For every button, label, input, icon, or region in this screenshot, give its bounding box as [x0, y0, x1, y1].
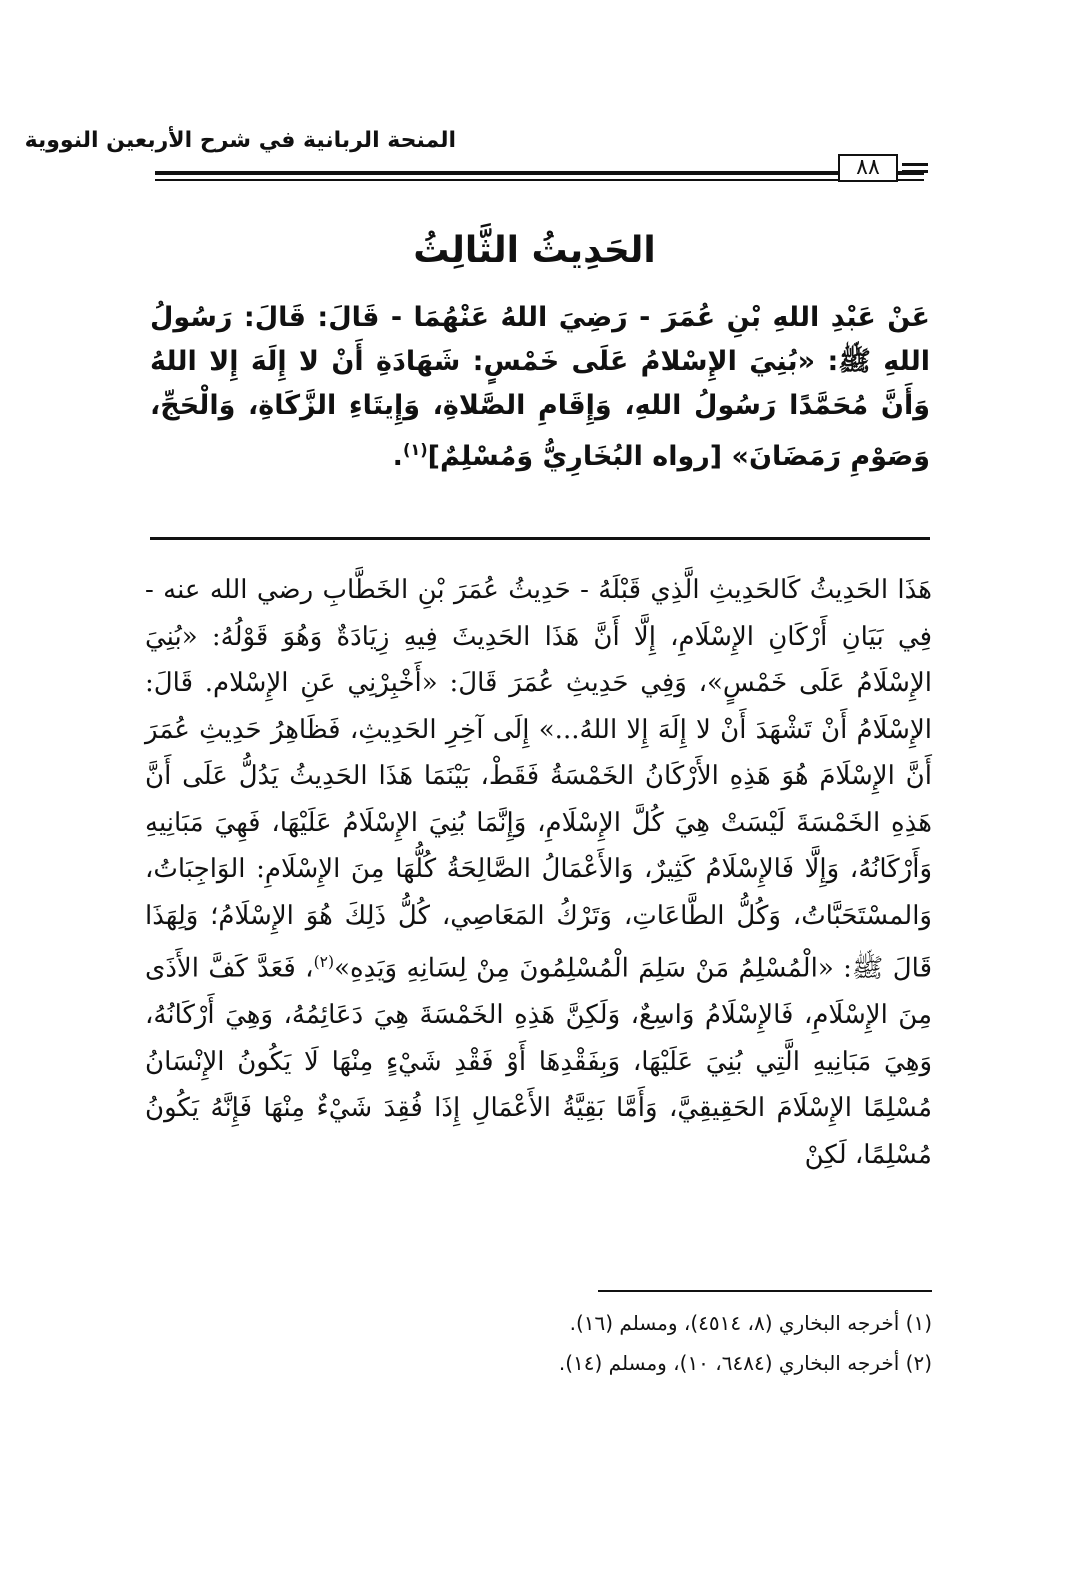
- footnote-1: (١) أخرجه البخاري (٨، ٤٥١٤)، ومسلم (١٦).: [569, 1311, 932, 1335]
- hadith-title: الحَدِيثُ الثَّالِثُ: [413, 230, 656, 271]
- footnote-marker-2: (٢): [313, 953, 335, 971]
- section-divider: [150, 537, 930, 540]
- hadith-body: عَنْ عَبْدِ اللهِ بْنِ عُمَرَ - رَضِيَ اللهُ عَنْهُمَا - قَالَ: قَالَ: رَسُولُ اللهِ ﷺ: «بُنِيَ الإِسْلامُ عَلَى خَمْسٍ: شَهَادَةِ أَنْ لا إِلَهَ إِلا اللهُ وَأَنَّ مُحَمَّدًا رَسُولُ اللهِ، وَإِقَامِ الصَّلاةِ، وَإِيتَاءِ الزَّكَاةِ، وَالْحَجِّ، وَصَوْمِ رَمَضَانَ» [رواه البُخَارِيُّ وَمُسْلِمٌ]: [150, 302, 930, 472]
- header-ornament: [902, 170, 928, 173]
- header-rule-thin: [155, 179, 924, 181]
- page-number: ٨٨: [838, 154, 898, 182]
- footnote-2: (٢) أخرجه البخاري (٦٤٨٤، ١٠)، ومسلم (١٤).: [558, 1351, 932, 1375]
- hadith-text: [150, 296, 930, 479]
- commentary-paragraph: [145, 567, 932, 1178]
- footnotes: [332, 1303, 932, 1383]
- commentary-body: هَذَا الحَدِيثُ كَالحَدِيثِ الَّذِي قَبْلَهُ - حَدِيثُ عُمَرَ بْنِ الخَطَّابِ رضي الله عنه - فِي بَيَانِ أَرْكَانِ الإِسْلَامِ، إِلَّا أَنَّ هَذَا الحَدِيثَ فِيهِ زِيَادَةٌ وَهُوَ قَوْلُهُ: «بُنِيَ الإِسْلَامُ عَلَى خَمْسٍ»، وَفِي حَدِيثِ عُمَرَ قَالَ: «أَخْبِرْنِي عَنِ الإِسْلام. قَالَ: الإِسْلَامُ أَنْ تَشْهَدَ أَنْ لا إِلَهَ إِلا اللهُ...» إِلَى آخِرِ الحَدِيثِ، فَظَاهِرُ حَدِيثِ عُمَرَ أَنَّ الإِسْلَامَ هُوَ هَذِهِ الأَرْكَانُ الخَمْسَةُ فَقَطْ، بَيْنَمَا هَذَا الحَدِيثُ يَدُلُّ عَلَى أَنَّ هَذِهِ الخَمْسَةَ لَيْسَتْ هِيَ كُلَّ الإِسْلَامِ، وَإِنَّمَا بُنِيَ الإِسْلَامُ عَلَيْهَا، فَهِيَ مَبَانِيهِ وَأَرْكَانُهُ، وَإِلَّا فَالإِسْلَامُ كَثِيرٌ، وَالأَعْمَالُ الصَّالِحَةُ كُلُّهَا مِنَ الإِسْلَامِ: الوَاجِبَاتُ، وَالمسْتَحَبَّاتُ، وَكُلُّ الطَّاعَاتِ، وَتَرْكُ المَعَاصِي، كُلُّ ذَلِكَ هُوَ الإِسْلَامُ؛ وَلِهَذَا قَالَ ﷺ: «الْمُسْلِمُ مَنْ سَلِمَ الْمُسْلِمُونَ مِنْ لِسَانِهِ وَيَدِهِ»: [145, 575, 932, 984]
- header-rule: [155, 171, 924, 175]
- footnote-divider: [598, 1290, 932, 1292]
- header-ornament: [902, 163, 928, 166]
- hadith-end: .: [392, 441, 403, 472]
- footnote-marker-1: (١): [402, 440, 428, 459]
- running-title: المنحة الربانية في شرح الأربعين النووية: [24, 128, 456, 153]
- commentary-continuation: ، فَعَدَّ كَفَّ الأَذَى مِنَ الإِسْلَامِ، فَالإِسْلَامُ وَاسِعٌ، وَلَكِنَّ هَذِهِ الخَمْسَةَ هِيَ دَعَائِمُهُ، وَهِيَ أَرْكَانُهُ، وَهِيَ مَبَانِيهِ الَّتِي بُنِيَ عَلَيْهَا، وَبِفَقْدِهَا أَوْ فَقْدِ شَيْءٍ مِنْهَا لَا يَكُونُ الإِنْسَانُ مُسْلِمًا الإِسْلَامَ الحَقِيقِيَّ، وَأَمَّا بَقِيَّةُ الأَعْمَالِ إِذَا فُقِدَ شَيْءٌ مِنْهَا فَإِنَّهُ يَكُونُ مُسْلِمًا، لَكِنْ: [145, 953, 932, 1170]
